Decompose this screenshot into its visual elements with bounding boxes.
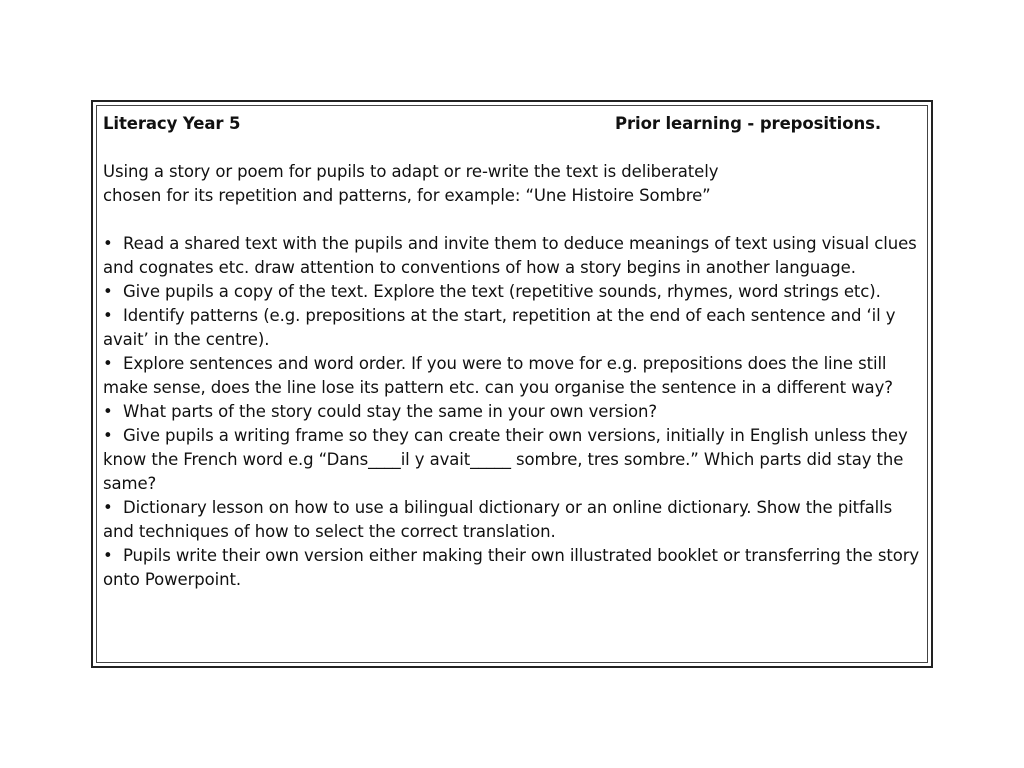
topic-heading: Prior learning - prepositions. (615, 114, 881, 133)
bullet-icon: • (103, 282, 113, 301)
list-item: • Identify patterns (e.g. prepositions at the start, repetition at the end of each sentence and ‘il y avait’ in the centre). (103, 306, 896, 349)
list-item: • Dictionary lesson on how to use a bilingual dictionary or an online dictionary. Show the pitfalls and techniques of how to select the correct translation. (103, 498, 893, 541)
list-item: • What parts of the story could stay the same in your own version? (103, 400, 925, 424)
bullet-icon: • (103, 498, 113, 517)
bullet-icon: • (103, 306, 113, 325)
list-item: • Explore sentences and word order. If you were to move for e.g. prepositions does the line still make sense, does the line lose its pattern etc. can you organise the sentence in a different way? (103, 354, 893, 397)
list-item: • Pupils write their own version either making their own illustrated booklet or transferring the story onto Powerpoint. (103, 546, 920, 589)
header-row (103, 112, 925, 136)
bullet-icon: • (103, 426, 113, 445)
bullet-list (103, 232, 925, 592)
bullet-icon: • (103, 402, 113, 421)
intro-line-2: chosen for its repetition and patterns, for example: “Une Histoire Sombre” (103, 186, 711, 205)
list-item: • Read a shared text with the pupils and invite them to deduce meanings of text using visual clues and cognates etc. draw attention to conventions of how a story begins in another language. (103, 234, 917, 277)
text-content (103, 112, 925, 592)
bullet-icon: • (103, 354, 113, 373)
bullet-icon: • (103, 546, 113, 565)
bullet-icon: • (103, 234, 113, 253)
list-item: • Give pupils a copy of the text. Explore the text (repetitive sounds, rhymes, word strings etc). (103, 280, 925, 304)
intro-line-1: Using a story or poem for pupils to adapt or re-write the text is deliberately (103, 162, 719, 181)
year-heading: Literacy Year 5 (103, 114, 241, 133)
list-item: • Give pupils a writing frame so they can create their own versions, initially in English unless they know the French word e.g “Dans____il y avait_____ sombre, tres sombre.” Which parts did stay the same? (103, 426, 908, 493)
